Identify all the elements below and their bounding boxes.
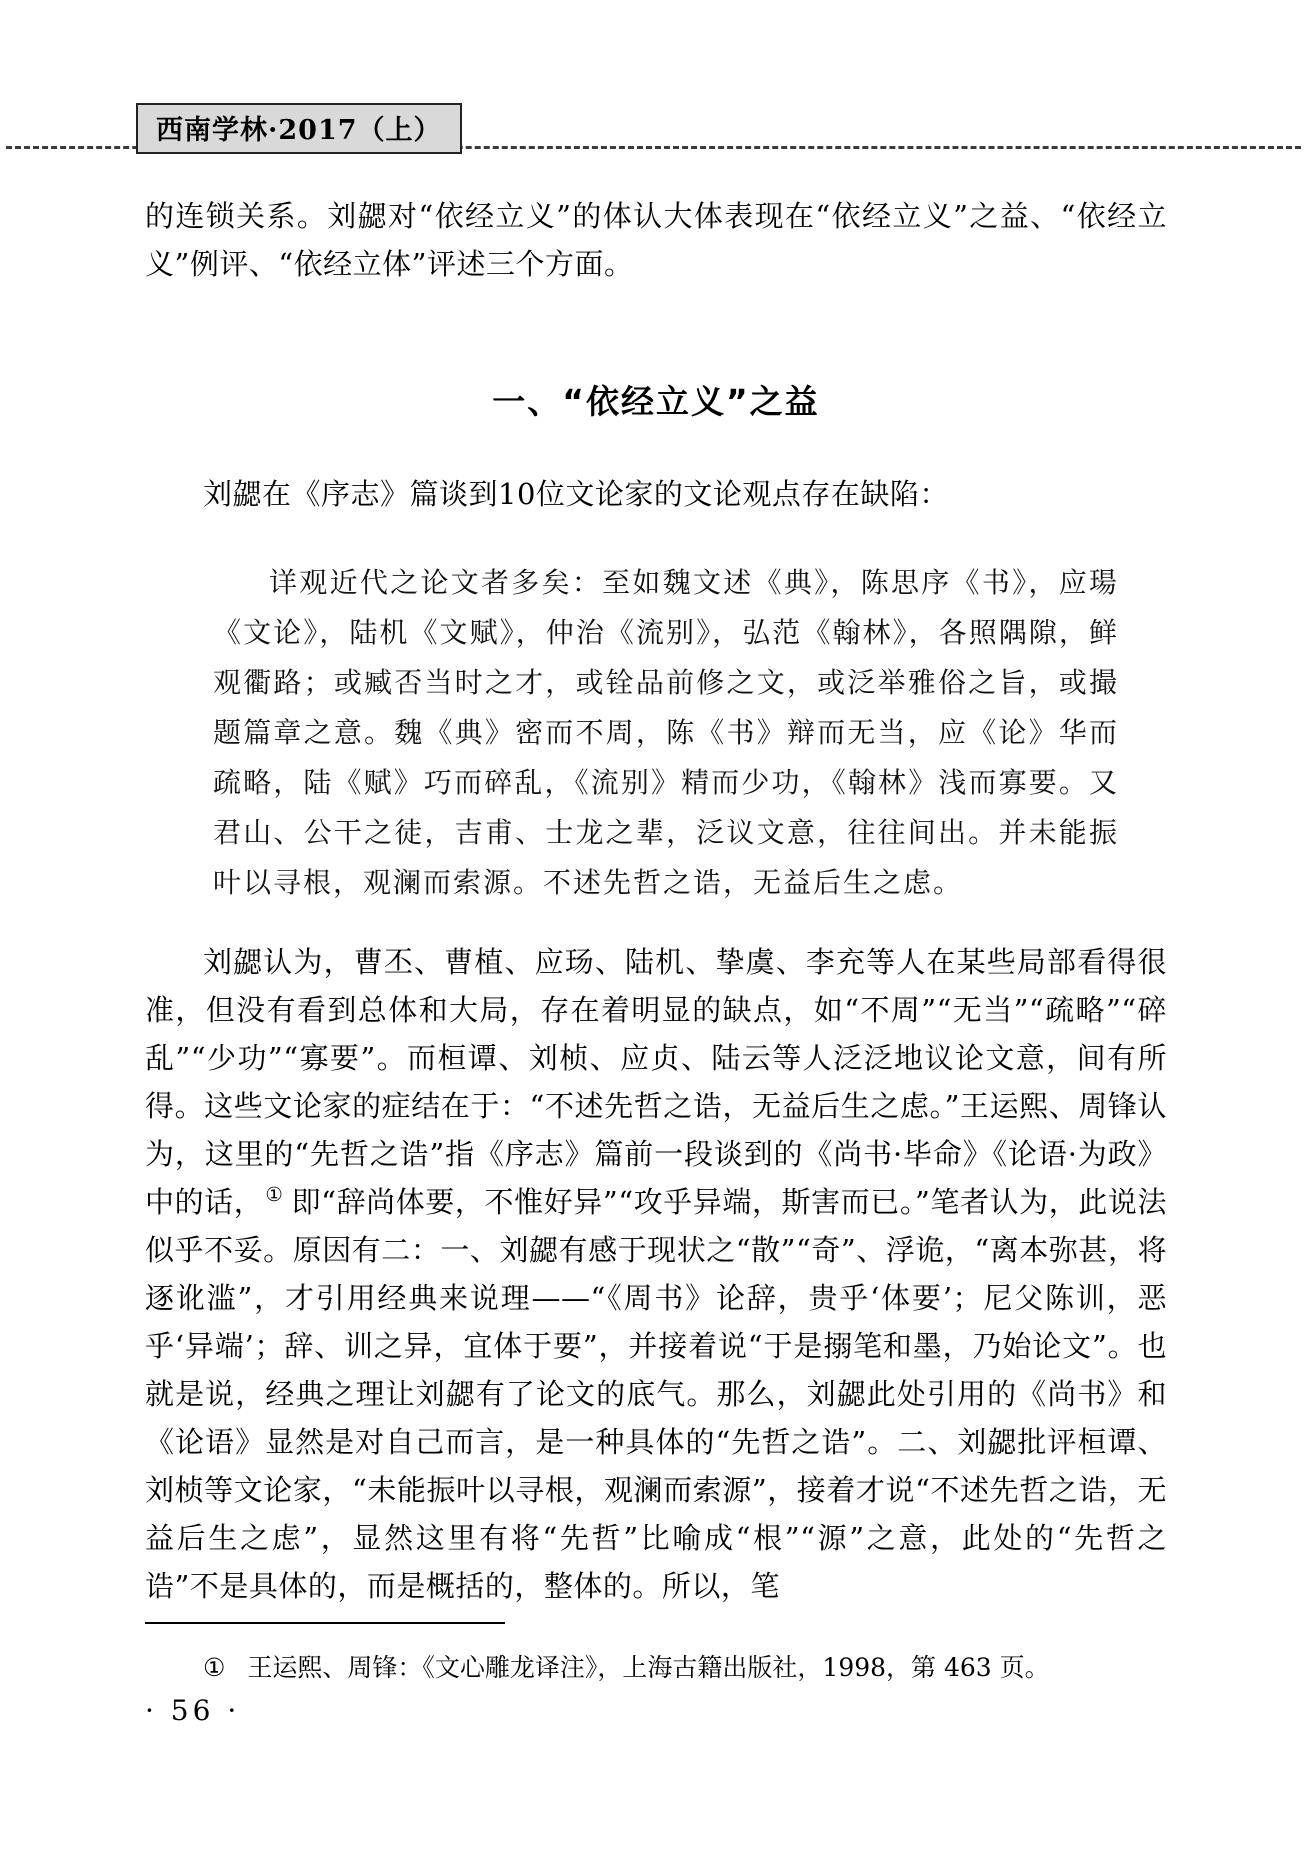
footnote-text: 王运熙、周锋：《文心雕龙译注》，上海古籍出版社，1998，第 463 页。 [247, 1653, 1050, 1682]
footnote-reference-mark: ① [265, 1183, 284, 1207]
page-content [145, 192, 1167, 1610]
body-paragraph-part1: 刘勰认为，曹丕、曹植、应玚、陆机、挚虞、李充等人在某些局部看得很准，但没有看到总体和大局，存在着明显的缺点，如“不周”“无当”“疏略”“碎乱”“少功”“寡要”。而桓谭、刘桢、应贞、陆云等人泛泛地议论文意，间有所得。这些文论家的症结在于：“不述先哲之诰，无益后生之虑。”王运熙、周锋认为，这里的“先哲之诰”指《序志》篇前一段谈到的《尚书·毕命》《论语·为政》中的话， [145, 945, 1167, 1219]
journal-title: 西南学林·2017（上） [156, 115, 442, 146]
footnote-marker: ① [203, 1653, 226, 1682]
page-number: · 56 · [145, 1694, 241, 1727]
running-header-box [136, 103, 462, 154]
section-heading: 一、“依经立义”之益 [492, 382, 820, 421]
lead-paragraph: 刘勰在《序志》篇谈到10位文论家的文论观点存在缺陷： [203, 477, 949, 511]
intro-paragraph: 的连锁关系。刘勰对“依经立义”的体认大体表现在“依经立义”之益、“依经立义”例评、“依经立体”评述三个方面。 [145, 199, 1167, 281]
footnote [145, 1648, 1167, 1688]
block-quote: 详观近代之论文者多矣：至如魏文述《典》，陈思序《书》，应瑒《文论》，陆机《文赋》，仲治《流别》，弘范《翰林》，各照隅隙，鲜观衢路；或臧否当时之才，或铨品前修之文，或泛举雅俗之旨，或撮题篇章之意。魏《典》密而不周，陈《书》辩而无当，应《论》华而疏略，陆《赋》巧而碎乱，《流别》精而少功，《翰林》浅而寡要。又君山、公干之徒，吉甫、士龙之辈，泛议文意，往往间出。并未能振叶以寻根，观澜而索源。不述先哲之诰，无益后生之虑。 [213, 566, 1119, 899]
body-paragraph-part2: 即“辞尚体要，不惟好异”“攻乎异端，斯害而已。”笔者认为，此说法似乎不妥。原因有二：一、刘勰有感于现状之“散”“奇”、浮诡，“离本弥甚，将逐讹滥”，才引用经典来说理——“《周书》论辞，贵乎‘体要’；尼父陈训，恶乎‘异端’；辞、训之异，宜体于要”，并接着说“于是搦笔和墨，乃始论文”。也就是说，经典之理让刘勰有了论文的底气。那么，刘勰此处引用的《尚书》和《论语》显然是对自己而言，是一种具体的“先哲之诰”。二、刘勰批评桓谭、刘桢等文论家，“未能振叶以寻根，观澜而索源”，接着才说“不述先哲之诰，无益后生之虑”，显然这里有将“先哲”比喻成“根”“源”之意，此处的“先哲之诰”不是具体的，而是概括的，整体的。所以，笔 [145, 1185, 1167, 1603]
body-paragraph [145, 938, 1167, 1610]
footnote-separator-rule [145, 1622, 505, 1624]
